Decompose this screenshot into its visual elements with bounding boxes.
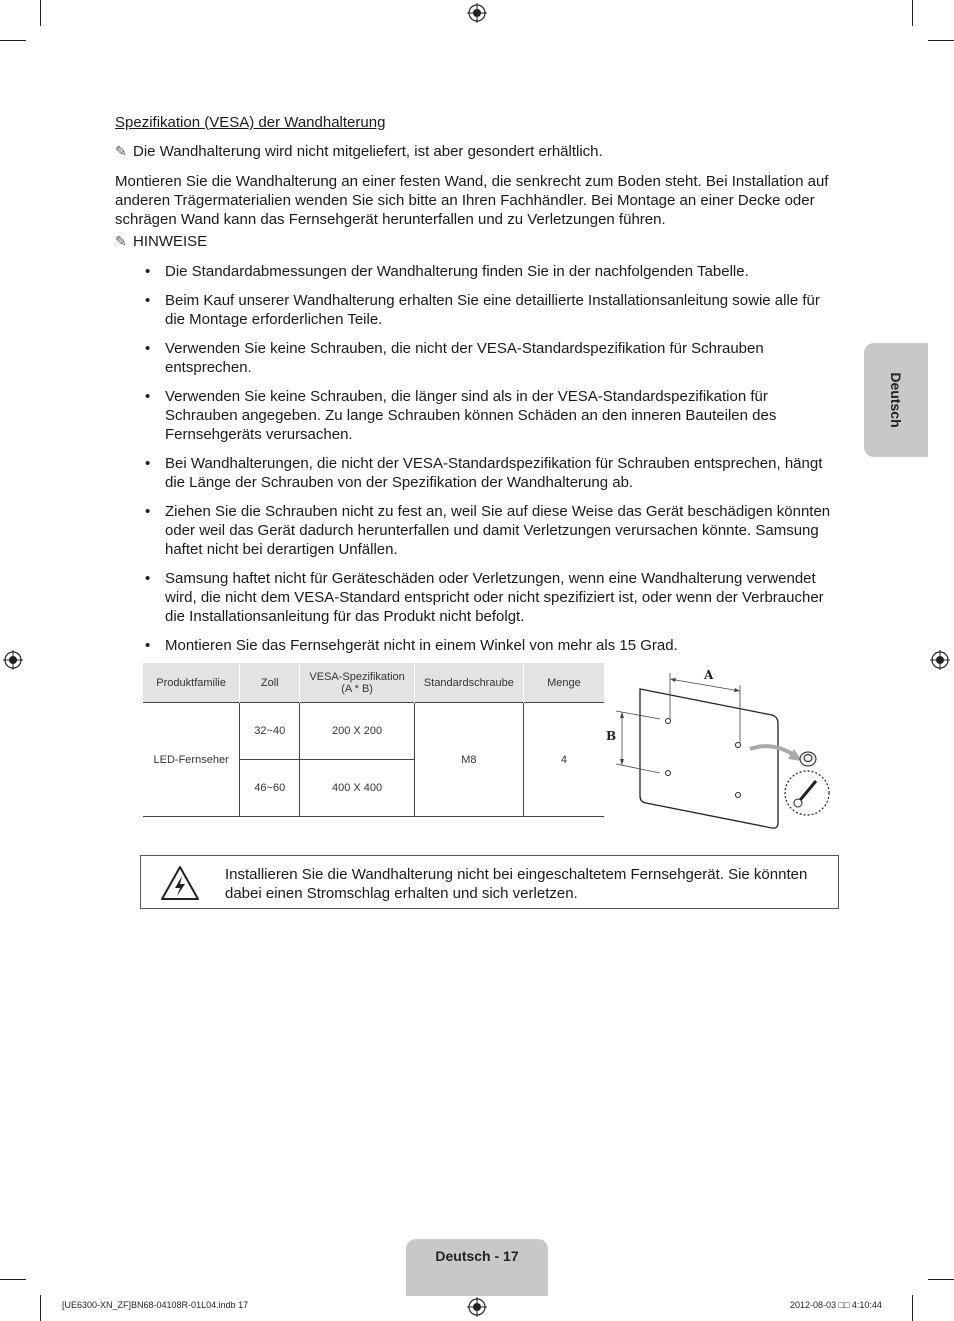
list-item: • Die Standardabmessungen der Wandhalterung finden Sie in der nachfolgenden Tabelle. bbox=[143, 262, 843, 281]
language-side-tab bbox=[864, 343, 928, 457]
table-cell: LED-Fernseher bbox=[143, 703, 240, 817]
crop-mark bbox=[912, 1295, 913, 1321]
diagram-label-b: B bbox=[606, 729, 617, 743]
pencil-note-icon: ✎ bbox=[115, 233, 127, 249]
table-cell: 400 X 400 bbox=[300, 760, 415, 817]
list-item: • Verwenden Sie keine Schrauben, die länger sind als in der VESA-Standardspezifikation für Schrauben angegeben. Zu lange Schrauben können Schäden an den inneren Bauteilen des Fernsehgeräts verursachen. bbox=[143, 387, 843, 444]
registration-mark-icon bbox=[930, 650, 950, 670]
language-side-tab-label: Deutsch bbox=[888, 372, 904, 428]
table-cell: 46~60 bbox=[240, 760, 300, 817]
table-cell: M8 bbox=[414, 703, 523, 817]
registration-mark-icon bbox=[3, 650, 23, 670]
table-cell: 200 X 200 bbox=[300, 703, 415, 760]
intro-paragraph: Montieren Sie die Wandhalterung an einer festen Wand, die senkrecht zum Boden steht. Bei Installation auf anderen Trägermaterialien wenden Sie sich bitte an Ihren Fachhändler. Bei Montage an einer Decke oder schrägen Wand kann das Fernsehgerät herunterfallen und zu Verletzungen führen. bbox=[115, 173, 829, 228]
warning-text: Installieren Sie die Wandhalterung nicht bei eingeschaltetem Fernsehgerät. Sie könnten dabei einen Stromschlag erhalten und sich verletzen. bbox=[225, 866, 808, 902]
note-text: Die Wandhalterung wird nicht mitgeliefert, ist aber gesondert erhältlich. bbox=[133, 143, 603, 160]
table-cell: 32~40 bbox=[240, 703, 300, 760]
column-header: Standardschraube bbox=[414, 663, 523, 703]
footer-file-info: [UE6300-XN_ZF]BN68-04108R-01L04.indb 17 bbox=[62, 1300, 249, 1310]
list-item: • Montieren Sie das Fernsehgerät nicht in einem Winkel von mehr als 15 Grad. bbox=[143, 636, 843, 655]
electric-shock-warning-icon bbox=[160, 865, 200, 901]
column-header: VESA-Spezifikation (A * B) bbox=[300, 663, 415, 703]
table-header-row bbox=[143, 663, 604, 703]
crop-mark bbox=[0, 1279, 26, 1280]
column-header: Menge bbox=[523, 663, 604, 703]
column-header: Produktfamilie bbox=[143, 663, 240, 703]
list-item: • Bei Wandhalterungen, die nicht der VESA-Standardspezifikation für Schrauben entsprechen, hängt die Länge der Schrauben von der Spezifikation der Wandhalterung ab. bbox=[143, 454, 843, 492]
warning-box bbox=[140, 855, 839, 909]
pencil-note-icon: ✎ bbox=[115, 143, 127, 159]
footer-timestamp: 2012-08-03 □□ 4:10:44 bbox=[790, 1300, 882, 1310]
column-header: Zoll bbox=[240, 663, 300, 703]
hinweise-label: HINWEISE bbox=[133, 233, 208, 250]
list-item: • Verwenden Sie keine Schrauben, die nicht der VESA-Standardspezifikation für Schrauben entsprechen. bbox=[143, 339, 843, 377]
table-cell: 4 bbox=[523, 703, 604, 817]
diagram-label-a: A bbox=[704, 668, 714, 682]
list-item: • Samsung haftet nicht für Geräteschäden oder Verletzungen, wenn eine Wandhalterung verwendet wird, die nicht dem VESA-Standard entspricht oder nicht spezifiziert ist, oder wenn der Verbraucher die Installationsanleitung für das Produkt nicht befolgt. bbox=[143, 569, 843, 626]
list-item: • Ziehen Sie die Schrauben nicht zu fest an, weil Sie auf diese Weise das Gerät beschädigen könnten oder weil das Gerät dadurch herunterfallen und damit Verletzungen verursachen könnte. Samsung haftet nicht bei derartigen Unfällen. bbox=[143, 502, 843, 559]
hinweise-heading bbox=[115, 233, 207, 250]
crop-mark bbox=[928, 40, 954, 41]
list-item: • Beim Kauf unserer Wandhalterung erhalten Sie eine detaillierte Installationsanleitung sowie alle für die Montage erforderlichen Teile. bbox=[143, 291, 843, 329]
registration-mark-icon bbox=[467, 3, 487, 23]
vesa-spec-table bbox=[143, 663, 604, 817]
table-row bbox=[143, 703, 604, 760]
registration-mark-icon bbox=[467, 1297, 487, 1317]
notes-list bbox=[143, 262, 843, 665]
page-number-label: Deutsch - 17 bbox=[435, 1248, 519, 1264]
note-line bbox=[115, 143, 603, 160]
crop-mark bbox=[40, 0, 41, 26]
page-number-tab bbox=[406, 1239, 548, 1296]
crop-mark bbox=[912, 0, 913, 26]
crop-mark bbox=[928, 1279, 954, 1280]
wall-mount-diagram bbox=[606, 663, 838, 831]
crop-mark bbox=[0, 40, 26, 41]
crop-mark bbox=[40, 1295, 41, 1321]
tv-back-panel bbox=[640, 689, 778, 828]
section-title: Spezifikation (VESA) der Wandhalterung bbox=[115, 114, 386, 131]
